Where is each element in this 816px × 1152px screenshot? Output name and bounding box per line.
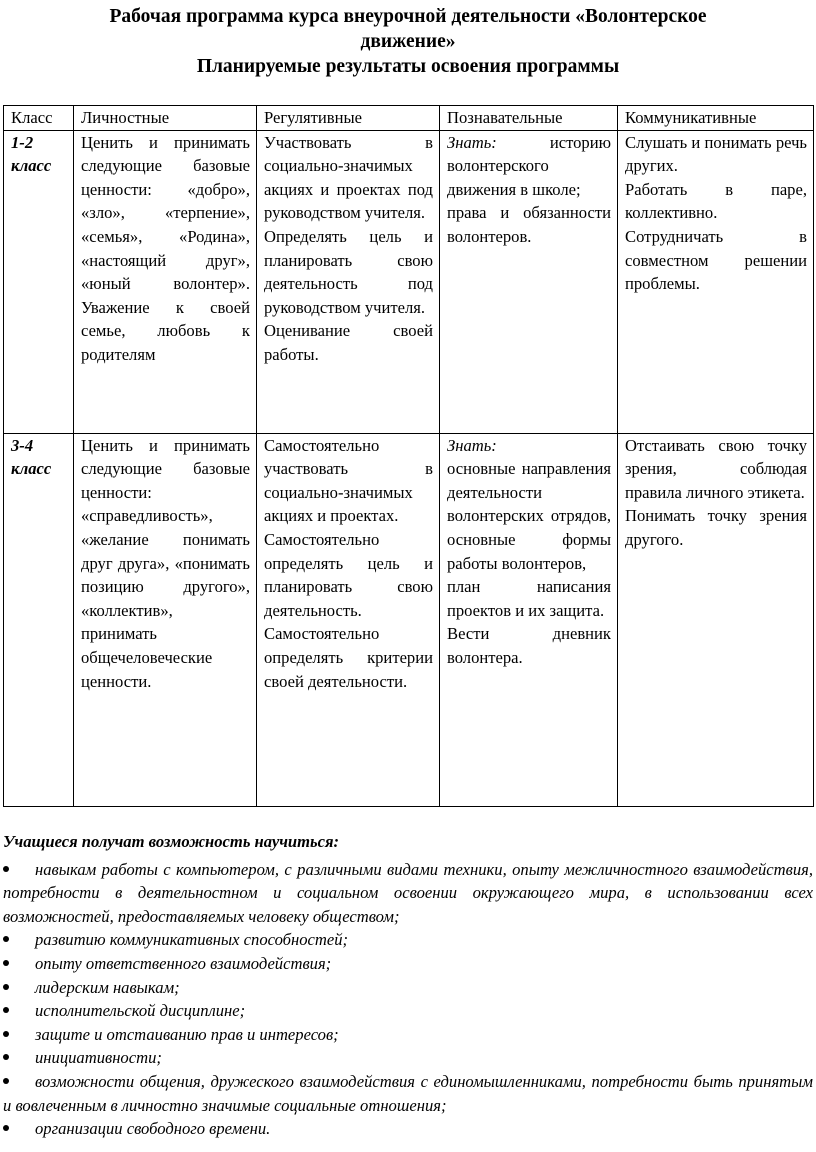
list-item-text: опыту ответственного взаимодействия; (35, 953, 332, 973)
list-item (3, 1023, 813, 1047)
bullet-icon (3, 866, 9, 872)
list-item-text: организации свободного времени. (35, 1119, 271, 1139)
outcomes-list (3, 858, 813, 1141)
regulative-item: Определять цель и планировать свою деятельность под руководством учителя. (264, 226, 433, 317)
list-item (3, 952, 813, 976)
title-line-2: движение» (360, 31, 456, 52)
header-cognitive: Познавательные (440, 106, 618, 131)
bullet-icon (3, 984, 9, 990)
personal-cell: Ценить и принимать следующие базовые ценности: «добро», «зло», «терпение», «семья», «Родина», «настоящий друг», «юный волонтер». Уважение к своей семье, любовь к родителям (74, 130, 257, 433)
list-item-text: исполнительской дисциплине; (35, 1001, 246, 1021)
header-regulative: Регулятивные (257, 106, 440, 131)
list-item (3, 1070, 813, 1117)
communicative-item: Понимать точку зрения другого. (625, 506, 807, 549)
communicative-cell (618, 433, 814, 806)
list-item-text: возможности общения, дружеского взаимодействия с единомышленниками, потребности быть принятым и вовлеченным в личностно значимые социальные отношения; (3, 1071, 813, 1115)
bullet-icon (3, 1031, 9, 1037)
list-item (3, 999, 813, 1023)
list-item-text: развитию коммуникативных способностей; (35, 930, 349, 950)
title-line-1: Рабочая программа курса внеурочной деятельности «Волонтерское (109, 6, 707, 27)
header-class: Класс (4, 106, 74, 131)
cognitive-item: основные направления деятельности волонтерских отрядов, основные формы работы волонтеров, (447, 459, 611, 573)
list-item-text: лидерским навыкам; (35, 977, 180, 997)
header-communicative: Коммуникативные (618, 106, 814, 131)
communicative-item: Отстаивать свою точку зрения, соблюдая правила личного этикета. (625, 435, 807, 502)
bullet-icon (3, 1054, 9, 1060)
bullet-icon (3, 1007, 9, 1013)
bullet-icon (3, 1078, 9, 1084)
outcomes-heading: Учащиеся получат возможность научиться: (3, 832, 340, 851)
learning-outcomes (3, 830, 813, 1141)
regulative-item: Участвовать в социально-значимых акциях и проектах под руководством учителя. (264, 132, 433, 223)
communicative-item: Слушать и понимать речь других. (625, 132, 807, 176)
regulative-item: Самостоятельно определять критерии своей деятельности. (264, 624, 433, 691)
personal-cell: Ценить и принимать следующие базовые ценности: «справедливость», «желание понимать друг друга», «понимать позицию другого», «коллектив», принимать общечеловеческие ценности. (74, 433, 257, 806)
subtitle: Планируемые результаты освоения программы (196, 56, 620, 77)
cognitive-item: план написания проектов и их защита. (447, 577, 611, 620)
class-cell: 1-2 класс (4, 130, 74, 433)
table-row (4, 433, 814, 806)
list-item (3, 928, 813, 952)
cognitive-label: Знать: (447, 435, 497, 455)
regulative-item: Оценивание своей работы. (264, 321, 433, 364)
list-item (3, 858, 813, 929)
list-item-text: инициативности; (35, 1048, 162, 1068)
cognitive-item: права и обязанности волонтеров. (447, 203, 611, 246)
communicative-cell (618, 130, 814, 433)
cognitive-cell (440, 433, 618, 806)
bullet-icon (3, 960, 9, 966)
bullet-icon (3, 936, 9, 942)
regulative-item: Самостоятельно участвовать в социально-значимых акциях и проектах. (264, 435, 433, 526)
document-title (0, 4, 816, 79)
bullet-icon (3, 1125, 9, 1131)
list-item-text: защите и отстаиванию прав и интересов; (35, 1024, 339, 1044)
list-item (3, 976, 813, 1000)
regulative-item: Самостоятельно определять цель и планировать свою деятельность. (264, 529, 433, 620)
cognitive-label: Знать: (447, 132, 497, 152)
header-personal: Личностные (74, 106, 257, 131)
regulative-cell (257, 130, 440, 433)
class-cell: 3-4 класс (4, 433, 74, 806)
list-item-text: навыкам работы с компьютером, с различными видами техники, опыту межличностного взаимодействия, потребности в деятельностном и социальном освоении окружающего мира, в использовании всех возможностей, предоставляемых человеку обществом; (3, 859, 813, 926)
table-header-row (4, 106, 814, 131)
results-table (3, 105, 814, 807)
regulative-cell (257, 433, 440, 806)
communicative-item: Работать в паре, коллективно. (625, 179, 807, 223)
cognitive-cell (440, 130, 618, 433)
communicative-item: Сотрудничать в совместном решении проблемы. (625, 226, 807, 294)
list-item (3, 1117, 813, 1141)
cognitive-item: Вести дневник волонтера. (447, 624, 611, 667)
cognitive-item: историю волонтерского движения в школе; (447, 132, 611, 199)
list-item (3, 1046, 813, 1070)
table-row (4, 130, 814, 433)
